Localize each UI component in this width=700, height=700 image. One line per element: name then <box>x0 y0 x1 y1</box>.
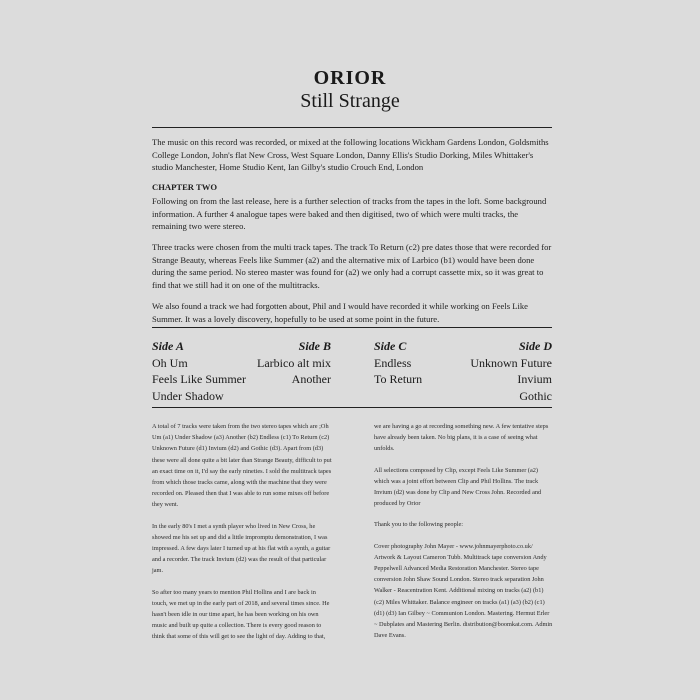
notes-left-paragraph-3: So after too many years to mention Phil Hollins and I are back in touch, we met up in the early part of 2018, and several times since. He hasn't been idle in our time apart, he has been working on his own music and built up quite a collection. There is every good reason to think that some of this will get to see the light of day. Adding to that, <box>152 588 330 641</box>
side-b-label: Side B <box>298 339 331 353</box>
track-a2: Feels Like Summer <box>152 372 246 386</box>
side-c-label: Side C <box>374 339 407 353</box>
track-d1: Unknown Future <box>470 355 552 370</box>
album-title: Still Strange <box>300 90 400 112</box>
artist-name: ORIOR <box>313 67 387 89</box>
side-b-column <box>151 338 331 388</box>
chapter-paragraph-3: We also found a track we had forgotten about, Phil and I would have recorded it while working on Feels Like Summer. It was a lovely discovery, hopefully to be used at some point in the future. <box>152 301 528 324</box>
track-c1: Endless <box>374 355 412 370</box>
track-a1: Oh Um <box>152 355 188 370</box>
track-c2: To Return <box>374 372 423 386</box>
notes-left-paragraph-2: In the early 80's I met a synth player who lived in New Cross, he showed me his set up and did a little impromptu demonstration, I was impressed. A few days later I turned up at his flat with a synth, a guitar and a recorder. The track Invium (d2) was the result of that particular jam. <box>152 522 331 575</box>
chapter-heading: CHAPTER TWO <box>152 182 218 192</box>
divider-tracklist-bottom <box>152 407 552 408</box>
notes-left-column <box>152 421 332 653</box>
track-a3: Under Shadow <box>152 388 224 403</box>
chapter-paragraph-2: Three tracks were chosen from the multi track tapes. The track To Return (c2) pre dates those that were recorded for Strange Beauty, whereas Feels like Summer (a2) and the alternative mix of Larbico (b1) would have been done during the same period. No stereo master was found for (a2) we only had a corrupt cassette mix, so it was great to find that we still had it on one of the multitracks. <box>152 242 552 290</box>
chapter-paragraph-1: Following on from the last release, here is a further selection of tracks from the tapes in the loft. Some background information. A further 4 analogue tapes were baked and then digitised, two of which were multi tracks, the remaining two were stereo. <box>152 196 547 231</box>
track-d2: Invium <box>517 372 552 386</box>
notes-right-paragraph-1: we are having a go at recording something new. A few tentative steps have already been taken. No big plans, it is a case of seeing what unfolds. <box>374 423 549 453</box>
notes-left-paragraph-1: A total of 7 tracks were taken from the two stereo tapes which are ;Oh Um (a1) Under Shadow (a3) Another (b2) Endless (c1) To Return (c2) Unknown Future (d1) Invium (d2) and Gothic (d3). Apart from (d3) these were all done quite a bit later than Strange Beauty, difficult to put an exact time on it, I'd say the early nineties. I sold the multitrack tapes from which those tracks came, along with the machine that they were recorded on. Pleased then that I was able to run some mixes off before they went. <box>152 423 332 509</box>
recording-locations-text: The music on this record was recorded, or mixed at the following locations Wickham Gardens London, Goldsmiths College London, John's flat New Cross, West Square London, Danny Ellis's Studio Dorking, Miles Whittaker's studio Manchester, Home Studio Kent, Ian Gilby's studio Crouch End, London <box>152 137 549 172</box>
track-d3: Gothic <box>519 388 552 403</box>
notes-right-paragraph-2: All selections composed by Clip, except Feels Like Summer (a2) which was a joint effort between Clip and Phil Hollins. The track Invium (d2) was done by Clip and New Cross John. Recorded and produced by Orior <box>374 466 542 508</box>
notes-right-paragraph-4: Cover photography John Mayer - www.johnmayerphoto.co.uk/ Artwork & Layout Cameron Tubb. Multitrack tape conversion Andy Peppelwell Advanced Media Restoration Manchester. Stereo tape conversion John Shaw Sound London. Stereo track separation John Walker - Reacentration Kent. Additional mixing on tracks (a2) (b1) (c2) Miles Whittaker. Balance engineer on tracks (a1) (a3) (b2) (c1) (d1) (d3) Ian Gilbey ~ Communion London. Mastering. Hermut Erler ~ Dubplates and Mastering Berlin. distribution@boomkat.com. Admin Dave Evans. <box>374 542 553 640</box>
side-d-column <box>372 338 552 404</box>
divider-top <box>152 127 552 128</box>
side-d-label: Side D <box>519 339 552 353</box>
side-a-label: Side A <box>152 339 184 353</box>
notes-right-paragraph-3: Thank you to the following people: <box>374 521 464 529</box>
notes-right-column <box>374 421 554 651</box>
divider-tracklist-top <box>152 327 552 328</box>
track-b2: Another <box>291 372 331 386</box>
track-b1: Larbico alt mix <box>257 355 331 370</box>
